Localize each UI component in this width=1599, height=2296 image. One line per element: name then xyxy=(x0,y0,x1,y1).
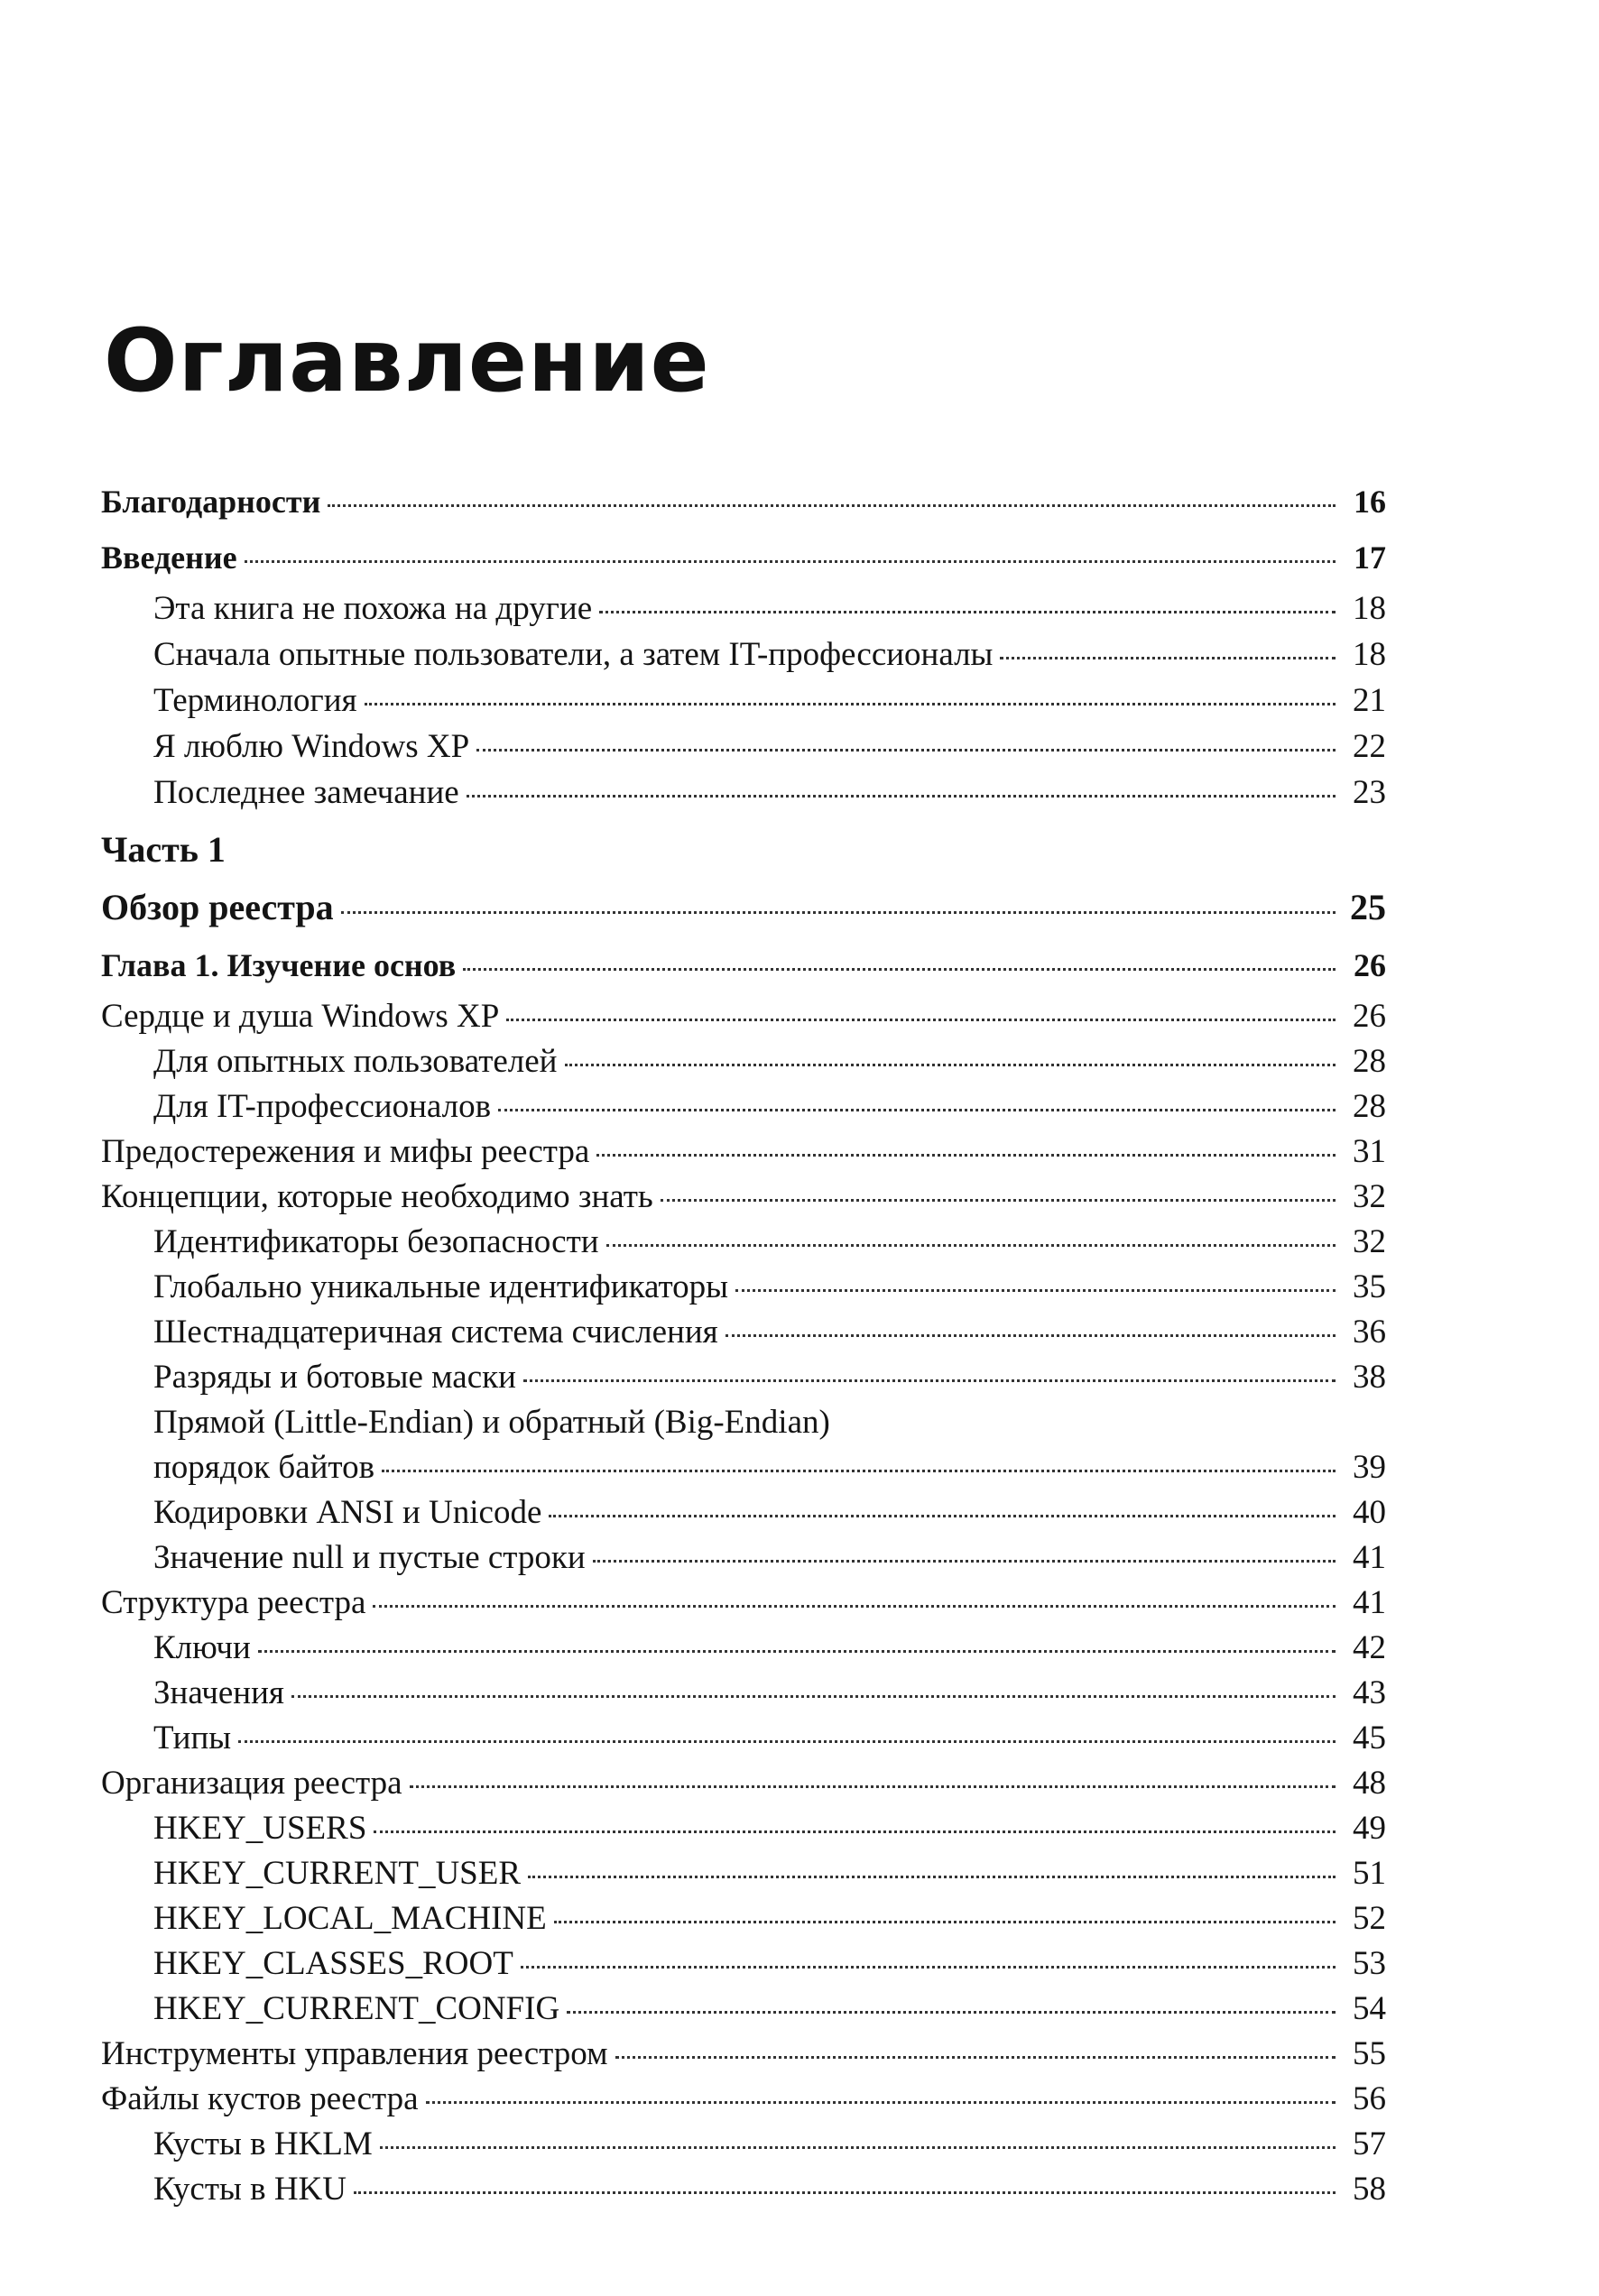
dot-leader xyxy=(410,1785,1336,1788)
toc-entry-title: Сначала опытные пользователи, а затем IT-профессионалы xyxy=(153,636,994,673)
toc-entry[interactable] xyxy=(101,994,1386,1039)
dot-leader xyxy=(661,1199,1336,1202)
toc-entry-page: 21 xyxy=(1353,682,1386,719)
toc-entry-page: 55 xyxy=(1353,2035,1386,2072)
toc-entry[interactable] xyxy=(101,1671,1386,1716)
toc-entry-title: Сердце и душа Windows XP xyxy=(101,998,500,1035)
toc-entry-page: 35 xyxy=(1353,1268,1386,1305)
toc-entry-page: 48 xyxy=(1353,1765,1386,1802)
toc-entry[interactable] xyxy=(101,632,1386,678)
toc-entry-page: 26 xyxy=(1354,947,1386,983)
toc-entry-page: 56 xyxy=(1353,2080,1386,2117)
toc-entry-title: Я люблю Windows XP xyxy=(153,728,470,765)
toc-entry-title: порядок байтов xyxy=(153,1449,375,1486)
toc-entry-part-title[interactable] xyxy=(101,879,1386,936)
toc-entry[interactable] xyxy=(101,1535,1386,1581)
toc-entry[interactable] xyxy=(101,770,1386,816)
dot-leader xyxy=(365,703,1336,705)
dot-leader xyxy=(523,1379,1336,1382)
toc-entry-page: 18 xyxy=(1353,636,1386,673)
dot-leader xyxy=(354,2191,1336,2194)
toc-entry-page: 52 xyxy=(1353,1900,1386,1937)
toc-entry[interactable] xyxy=(101,1355,1386,1400)
toc-entry-title: Предостережения и мифы реестра xyxy=(101,1133,590,1170)
toc-entry-page: 39 xyxy=(1353,1449,1386,1486)
toc-entry[interactable] xyxy=(101,1220,1386,1265)
toc-entry-page: 57 xyxy=(1353,2125,1386,2162)
dot-leader xyxy=(599,611,1336,613)
toc-entry-introduction[interactable] xyxy=(101,530,1386,586)
dot-leader xyxy=(596,1154,1336,1157)
dot-leader xyxy=(238,1740,1336,1743)
toc-entry-title: Эта книга не похожа на другие xyxy=(153,590,593,627)
dot-leader xyxy=(565,1064,1336,1066)
toc-entry-page: 38 xyxy=(1353,1359,1386,1396)
page-title: Оглавление xyxy=(104,310,710,411)
toc-entry[interactable] xyxy=(101,2122,1386,2167)
toc-entry[interactable] xyxy=(101,586,1386,632)
toc-entry-page: 16 xyxy=(1354,484,1386,520)
toc-entry[interactable] xyxy=(101,1265,1386,1310)
toc-entry-acknowledgements[interactable] xyxy=(101,474,1386,530)
dot-leader xyxy=(245,560,1336,563)
dot-leader xyxy=(373,1605,1336,1608)
toc-entry[interactable] xyxy=(101,1310,1386,1355)
dot-leader xyxy=(726,1334,1336,1337)
toc-entry-title-line1: Прямой (Little-Endian) и обратный (Big-Endian) xyxy=(153,1404,830,1441)
toc-entry-page: 41 xyxy=(1353,1584,1386,1621)
toc-entry-page: 26 xyxy=(1353,998,1386,1035)
toc-entry[interactable] xyxy=(101,1896,1386,1941)
dot-leader xyxy=(291,1695,1336,1698)
dot-leader xyxy=(374,1830,1336,1833)
dot-leader xyxy=(498,1109,1336,1111)
toc-entry-page: 31 xyxy=(1353,1133,1386,1170)
toc-entry-title: Организация реестра xyxy=(101,1765,402,1802)
toc-entry-page: 36 xyxy=(1353,1314,1386,1351)
dot-leader xyxy=(615,2056,1336,2059)
dot-leader xyxy=(258,1650,1336,1653)
toc-entry-title: HKEY_CURRENT_CONFIG xyxy=(153,1990,560,2027)
toc-entry-title: Ключи xyxy=(153,1629,251,1666)
toc-entry-page: 22 xyxy=(1353,728,1386,765)
toc-entry[interactable] xyxy=(101,1987,1386,2032)
table-of-contents xyxy=(101,474,1386,2212)
dot-leader xyxy=(341,911,1336,914)
toc-entry-title: Терминология xyxy=(153,682,357,719)
toc-entry-title: Шестнадцатеричная система счисления xyxy=(153,1314,718,1351)
toc-entry[interactable] xyxy=(101,1084,1386,1130)
toc-entry-title: HKEY_USERS xyxy=(153,1810,367,1847)
toc-entry-title: Концепции, которые необходимо знать xyxy=(101,1178,653,1215)
toc-entry-title: Идентификаторы безопасности xyxy=(153,1223,599,1260)
toc-entry-title: Обзор реестра xyxy=(101,887,334,927)
toc-entry-title: Типы xyxy=(153,1720,232,1757)
toc-entry-title: Значения xyxy=(153,1674,284,1711)
dot-leader xyxy=(735,1289,1336,1292)
toc-entry[interactable] xyxy=(101,1581,1386,1626)
dot-leader xyxy=(593,1560,1336,1563)
dot-leader xyxy=(549,1515,1336,1517)
dot-leader xyxy=(426,2101,1336,2104)
toc-entry-page: 53 xyxy=(1353,1945,1386,1982)
toc-entry-page: 28 xyxy=(1353,1043,1386,1080)
toc-entry[interactable] xyxy=(101,1175,1386,1220)
toc-entry[interactable] xyxy=(101,678,1386,724)
toc-entry-page: 54 xyxy=(1353,1990,1386,2027)
toc-entry[interactable] xyxy=(101,1130,1386,1175)
toc-entry-page: 45 xyxy=(1353,1720,1386,1757)
toc-entry-title: Инструменты управления реестром xyxy=(101,2035,608,2072)
toc-entry-title: Глава 1. Изучение основ xyxy=(101,947,457,983)
toc-entry-page: 18 xyxy=(1353,590,1386,627)
toc-entry-page: 40 xyxy=(1353,1494,1386,1531)
toc-entry-page: 17 xyxy=(1354,539,1386,576)
dot-leader xyxy=(506,1019,1336,1021)
toc-entry-title: Введение xyxy=(101,539,237,576)
toc-entry-title: Для IT-профессионалов xyxy=(153,1088,492,1125)
toc-entry-title: Последнее замечание xyxy=(153,774,459,811)
dot-leader xyxy=(521,1966,1336,1969)
dot-leader xyxy=(528,1876,1336,1878)
toc-entry-title: Значение null и пустые строки xyxy=(153,1539,586,1576)
toc-entry-title: Файлы кустов реестра xyxy=(101,2080,419,2117)
toc-entry-page: 42 xyxy=(1353,1629,1386,1666)
toc-entry-title: HKEY_CLASSES_ROOT xyxy=(153,1945,513,1982)
toc-entry[interactable] xyxy=(101,2077,1386,2122)
dot-leader xyxy=(606,1244,1336,1247)
toc-entry[interactable] xyxy=(101,1039,1386,1084)
toc-entry-page: 25 xyxy=(1350,887,1386,927)
dot-leader xyxy=(1000,657,1336,659)
toc-entry-page: 41 xyxy=(1353,1539,1386,1576)
toc-entry-chapter[interactable] xyxy=(101,936,1386,994)
toc-entry[interactable] xyxy=(101,1445,1386,1490)
dot-leader xyxy=(567,2011,1336,2014)
dot-leader xyxy=(476,749,1336,752)
toc-entry-page: 23 xyxy=(1353,774,1386,811)
part-label: Часть 1 xyxy=(101,829,226,870)
toc-entry[interactable] xyxy=(101,1490,1386,1535)
toc-entry-title: Структура реестра xyxy=(101,1584,366,1621)
dot-leader xyxy=(467,795,1336,798)
toc-entry-page: 58 xyxy=(1353,2171,1386,2208)
toc-entry-page: 49 xyxy=(1353,1810,1386,1847)
dot-leader xyxy=(380,2146,1336,2149)
toc-entry-title: Для опытных пользователей xyxy=(153,1043,558,1080)
toc-entry-title: Глобально уникальные идентификаторы xyxy=(153,1268,728,1305)
toc-entry-page: 43 xyxy=(1353,1674,1386,1711)
toc-entry-page: 32 xyxy=(1353,1178,1386,1215)
toc-entry-title: HKEY_CURRENT_USER xyxy=(153,1855,522,1892)
toc-entry[interactable] xyxy=(101,2032,1386,2077)
toc-entry[interactable] xyxy=(101,1626,1386,1671)
toc-entry-title: Кусты в HKU xyxy=(153,2171,347,2208)
toc-entry[interactable] xyxy=(101,1716,1386,1761)
toc-entry-page: 28 xyxy=(1353,1088,1386,1125)
dot-leader xyxy=(554,1921,1336,1923)
toc-entry[interactable] xyxy=(101,1941,1386,1987)
toc-entry-title: Кодировки ANSI и Unicode xyxy=(153,1494,542,1531)
dot-leader xyxy=(328,504,1336,507)
toc-entry[interactable] xyxy=(101,1761,1386,1806)
toc-entry-page: 51 xyxy=(1353,1855,1386,1892)
dot-leader xyxy=(382,1470,1336,1472)
dot-leader xyxy=(463,968,1336,971)
toc-entry[interactable] xyxy=(101,1851,1386,1896)
toc-entry-title: Разряды и ботовые маски xyxy=(153,1359,516,1396)
toc-entry-title: Кусты в HKLM xyxy=(153,2125,373,2162)
toc-entry-title: HKEY_LOCAL_MACHINE xyxy=(153,1900,547,1937)
toc-entry-title: Благодарности xyxy=(101,484,321,520)
toc-entry[interactable] xyxy=(101,2167,1386,2212)
toc-entry[interactable] xyxy=(101,1806,1386,1851)
toc-entry-page: 32 xyxy=(1353,1223,1386,1260)
toc-entry[interactable] xyxy=(101,724,1386,770)
